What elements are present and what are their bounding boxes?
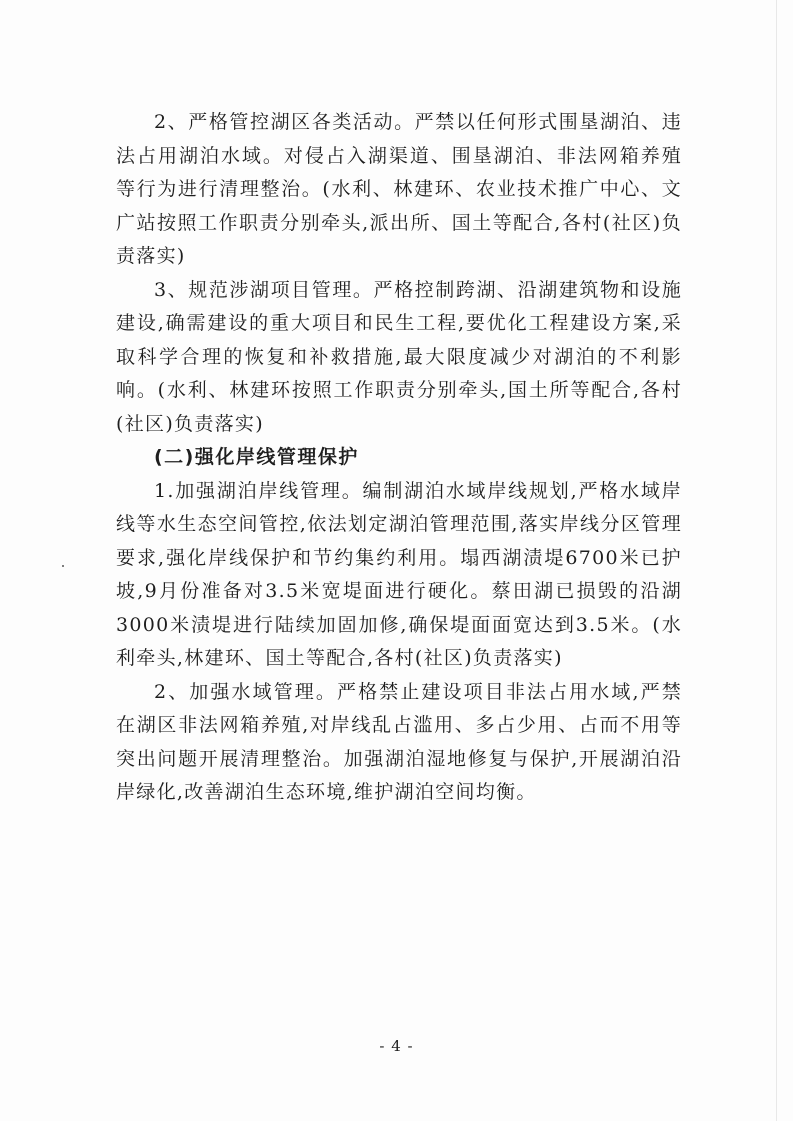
page-edge-divider xyxy=(776,0,777,1121)
section-heading-shoreline: (二)强化岸线管理保护 xyxy=(154,446,359,468)
paragraph-water-area-management: 2、加强水域管理。严格禁止建设项目非法占用水域,严禁在湖区非法网箱养殖,对岸线乱占滥用、多占少用、占而不用等突出问题开展清理整治。加强湖泊湿地修复与保护,开展湖泊沿岸绿化,改善湖泊生态环境,维护湖泊空间均衡。 xyxy=(116,680,682,803)
paragraph-lake-activities: 2、严格管控湖区各类活动。严禁以任何形式围垦湖泊、违法占用湖泊水域。对侵占入湖渠道、围垦湖泊、非法网箱养殖等行为进行清理整治。(水利、林建环、农业技术推广中心、文广站按照工作职责分别牵头,派出所、国土等配合,各村(社区)负责落实) xyxy=(116,111,682,267)
page-number: - 4 - xyxy=(379,1037,414,1055)
paragraph-shoreline-management: 1.加强湖泊岸线管理。编制湖泊水域岸线规划,严格水域岸线等水生态空间管控,依法划定湖泊管理范围,落实岸线分区管理要求,强化岸线保护和节约集约利用。塌西湖渍堤6700米已护坡,9月份准备对3.5米宽堤面进行硬化。蔡田湖已损毁的沿湖3000米渍堤进行陆续加固加修,确保堤面面宽达到3.5米。(水利牵头,林建环、国土等配合,各村(社区)负责落实) xyxy=(116,479,682,669)
document-body xyxy=(116,106,682,810)
paragraph-lake-projects: 3、规范涉湖项目管理。严格控制跨湖、沿湖建筑物和设施建设,确需建设的重大项目和民生工程,要优化工程建设方案,采取科学合理的恢复和补救措施,最大限度减少对湖泊的不利影响。(水利、林建环按照工作职责分别牵头,国土所等配合,各村(社区)负责落实) xyxy=(116,278,682,435)
margin-dot xyxy=(62,565,64,567)
